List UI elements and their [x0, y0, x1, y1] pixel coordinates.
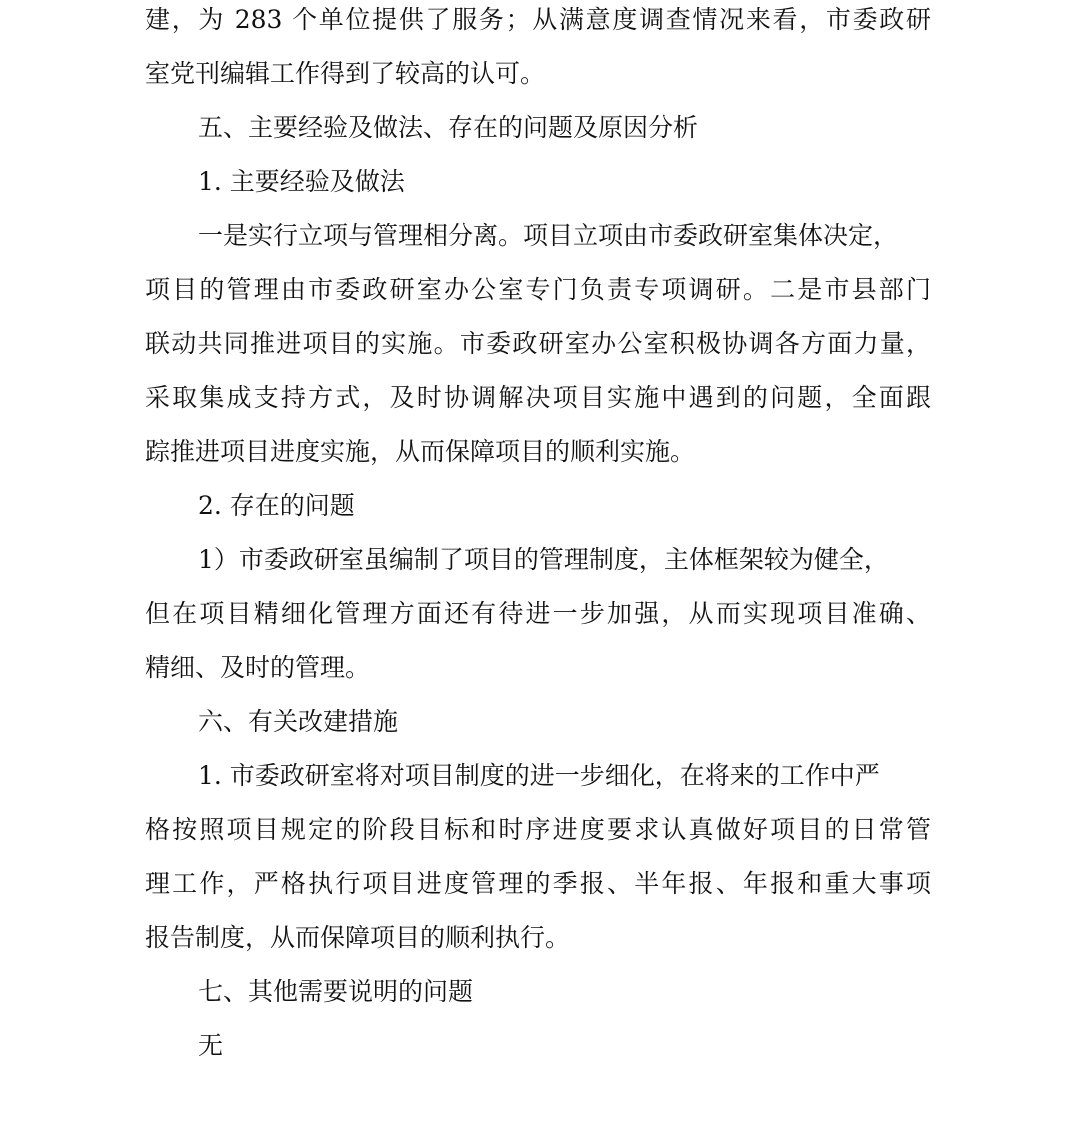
text-line: 格按照项目规定的阶段目标和时序进度要求认真做好项目的日常管 [145, 815, 931, 844]
section-heading: 六、有关改建措施 [198, 707, 399, 736]
text-line: 踪推进项目进度实施，从而保障项目的顺利实施。 [145, 437, 696, 466]
section-heading: 五、主要经验及做法、存在的问题及原因分析 [198, 113, 699, 142]
text-line: 理工作，严格执行项目进度管理的季报、半年报、年报和重大事项 [145, 869, 931, 898]
text-line: 一是实行立项与管理相分离。项目立项由市委政研室集体决定， [198, 221, 899, 250]
text-line: 采取集成支持方式，及时协调解决项目实施中遇到的问题，全面跟 [145, 383, 931, 412]
subsection-heading: 1. 主要经验及做法 [198, 167, 405, 196]
text-line: 报告制度，从而保障项目的顺利执行。 [145, 923, 571, 952]
section-heading: 七、其他需要说明的问题 [198, 977, 474, 1006]
text-line: 1. 市委政研室将对项目制度的进一步细化，在将来的工作中严 [198, 761, 880, 790]
text-line: 室党刊编辑工作得到了较高的认可。 [145, 59, 546, 88]
text-line: 建，为 283 个单位提供了服务；从满意度调查情况来看，市委政研 [145, 5, 931, 34]
subsection-heading: 2. 存在的问题 [198, 491, 355, 520]
text-line: 1）市委政研室虽编制了项目的管理制度，主体框架较为健全， [198, 545, 889, 574]
text-line: 联动共同推进项目的实施。市委政研室办公室积极协调各方面力量， [145, 329, 931, 358]
text-line: 项目的管理由市委政研室办公室专门负责专项调研。二是市县部门 [145, 275, 931, 304]
text-line: 但在项目精细化管理方面还有待进一步加强，从而实现项目准确、 [145, 599, 931, 628]
text-line: 无 [198, 1031, 224, 1060]
text-line: 精细、及时的管理。 [145, 653, 371, 682]
